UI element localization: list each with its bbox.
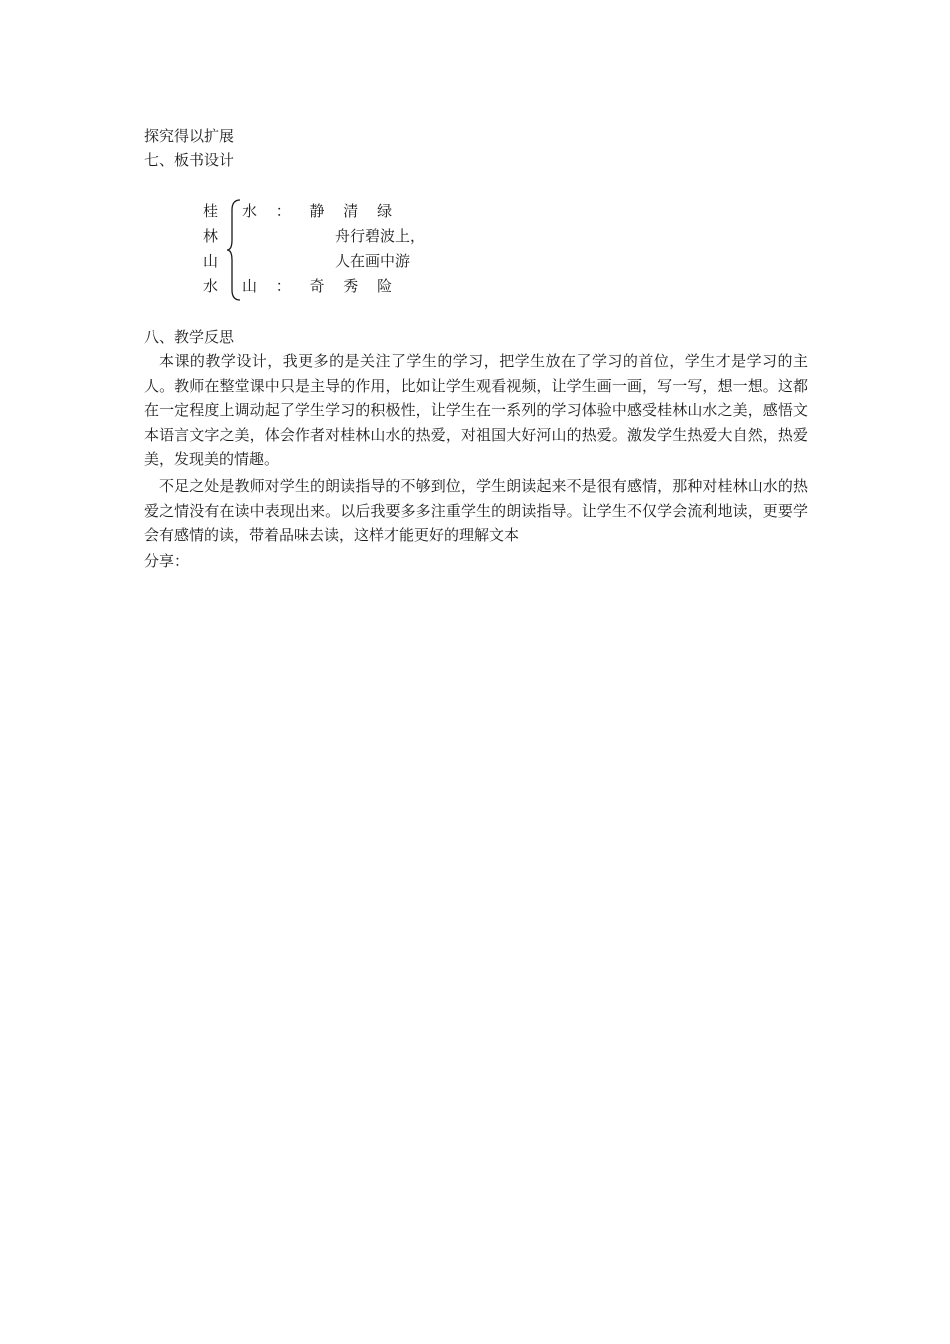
reflection-paragraph-2: 不足之处是教师对学生的朗读指导的不够到位，学生朗读起来不是很有感情，那种对桂林山水的热爱之情没有在读中表现出来。以后我要多多注重学生的朗读指导。让学生不仅学会流利地读，更要学会有感情的读，带着品味去读，这样才能更好的理解文本: [144, 477, 808, 544]
share-label: 分享：: [144, 552, 190, 570]
board-couplet-2: 人在画中游: [335, 252, 411, 270]
board-couplet-1: 舟行碧波上，: [335, 227, 426, 245]
section-heading-board-design: 七、板书设计: [144, 151, 235, 169]
curly-brace-icon: [226, 198, 242, 302]
board-char: 林: [203, 227, 219, 245]
board-water-line: 水 ： 静 清 绿: [242, 202, 400, 220]
board-left-column: [203, 201, 223, 301]
board-mountain-line: 山 ： 奇 秀 险: [242, 277, 400, 295]
board-char: 桂: [203, 202, 219, 220]
board-char: 水: [203, 277, 219, 295]
board-char: 山: [203, 252, 219, 270]
section-heading-reflection: 八、教学反思: [144, 328, 235, 346]
reflection-paragraph-1: 本课的教学设计，我更多的是关注了学生的学习，把学生放在了学习的首位，学生才是学习的主人。教师在整堂课中只是主导的作用，比如让学生观看视频，让学生画一画，写一写，想一想。这都在一定程度上调动起了学生学习的积极性，让学生在一系列的学习体验中感受桂林山水之美，感悟文本语言文字之美，体会作者对桂林山水的热爱，对祖国大好河山的热爱。激发学生热爱大自然，热爱美，发现美的情趣。: [144, 352, 808, 468]
intro-line: 探究得以扩展: [144, 127, 235, 145]
